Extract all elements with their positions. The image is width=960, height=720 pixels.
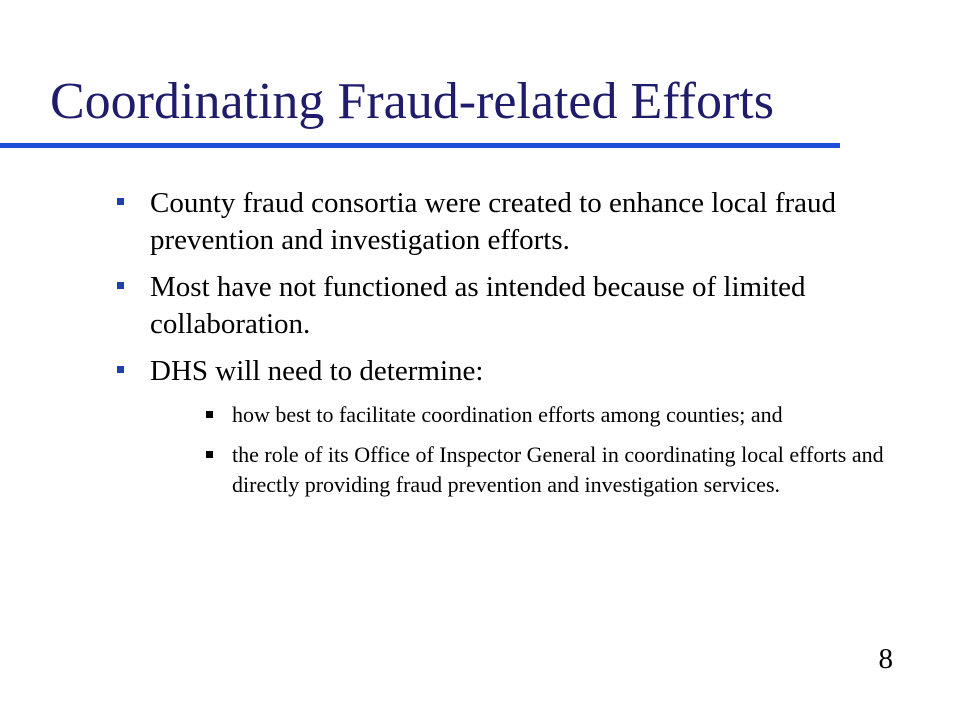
square-bullet-icon bbox=[117, 198, 124, 205]
bullet-text: DHS will need to determine: bbox=[150, 355, 484, 387]
square-bullet-icon bbox=[206, 451, 213, 458]
square-bullet-icon bbox=[117, 366, 124, 373]
bullet-item bbox=[110, 353, 910, 500]
sub-bullet-text: the role of its Office of Inspector General in coordinating local efforts and directly providing fraud prevention and investigation services. bbox=[232, 442, 884, 497]
bullet-text: Most have not functioned as intended because of limited collaboration. bbox=[150, 271, 806, 340]
bullet-item bbox=[110, 185, 910, 259]
title-underline bbox=[0, 143, 840, 148]
square-bullet-icon bbox=[206, 411, 213, 418]
slide-title: Coordinating Fraud-related Efforts bbox=[50, 73, 774, 130]
bullet-list bbox=[110, 185, 910, 510]
sub-bullet-text: how best to facilitate coordination efforts among counties; and bbox=[232, 402, 783, 427]
page-number: 8 bbox=[878, 643, 893, 675]
bullet-item bbox=[110, 269, 910, 343]
sub-bullet-list bbox=[200, 400, 910, 500]
sub-bullet-item bbox=[200, 440, 932, 500]
square-bullet-icon bbox=[117, 282, 124, 289]
sub-bullet-item bbox=[200, 400, 932, 430]
bullet-text: County fraud consortia were created to enhance local fraud prevention and investigation efforts. bbox=[150, 187, 837, 256]
